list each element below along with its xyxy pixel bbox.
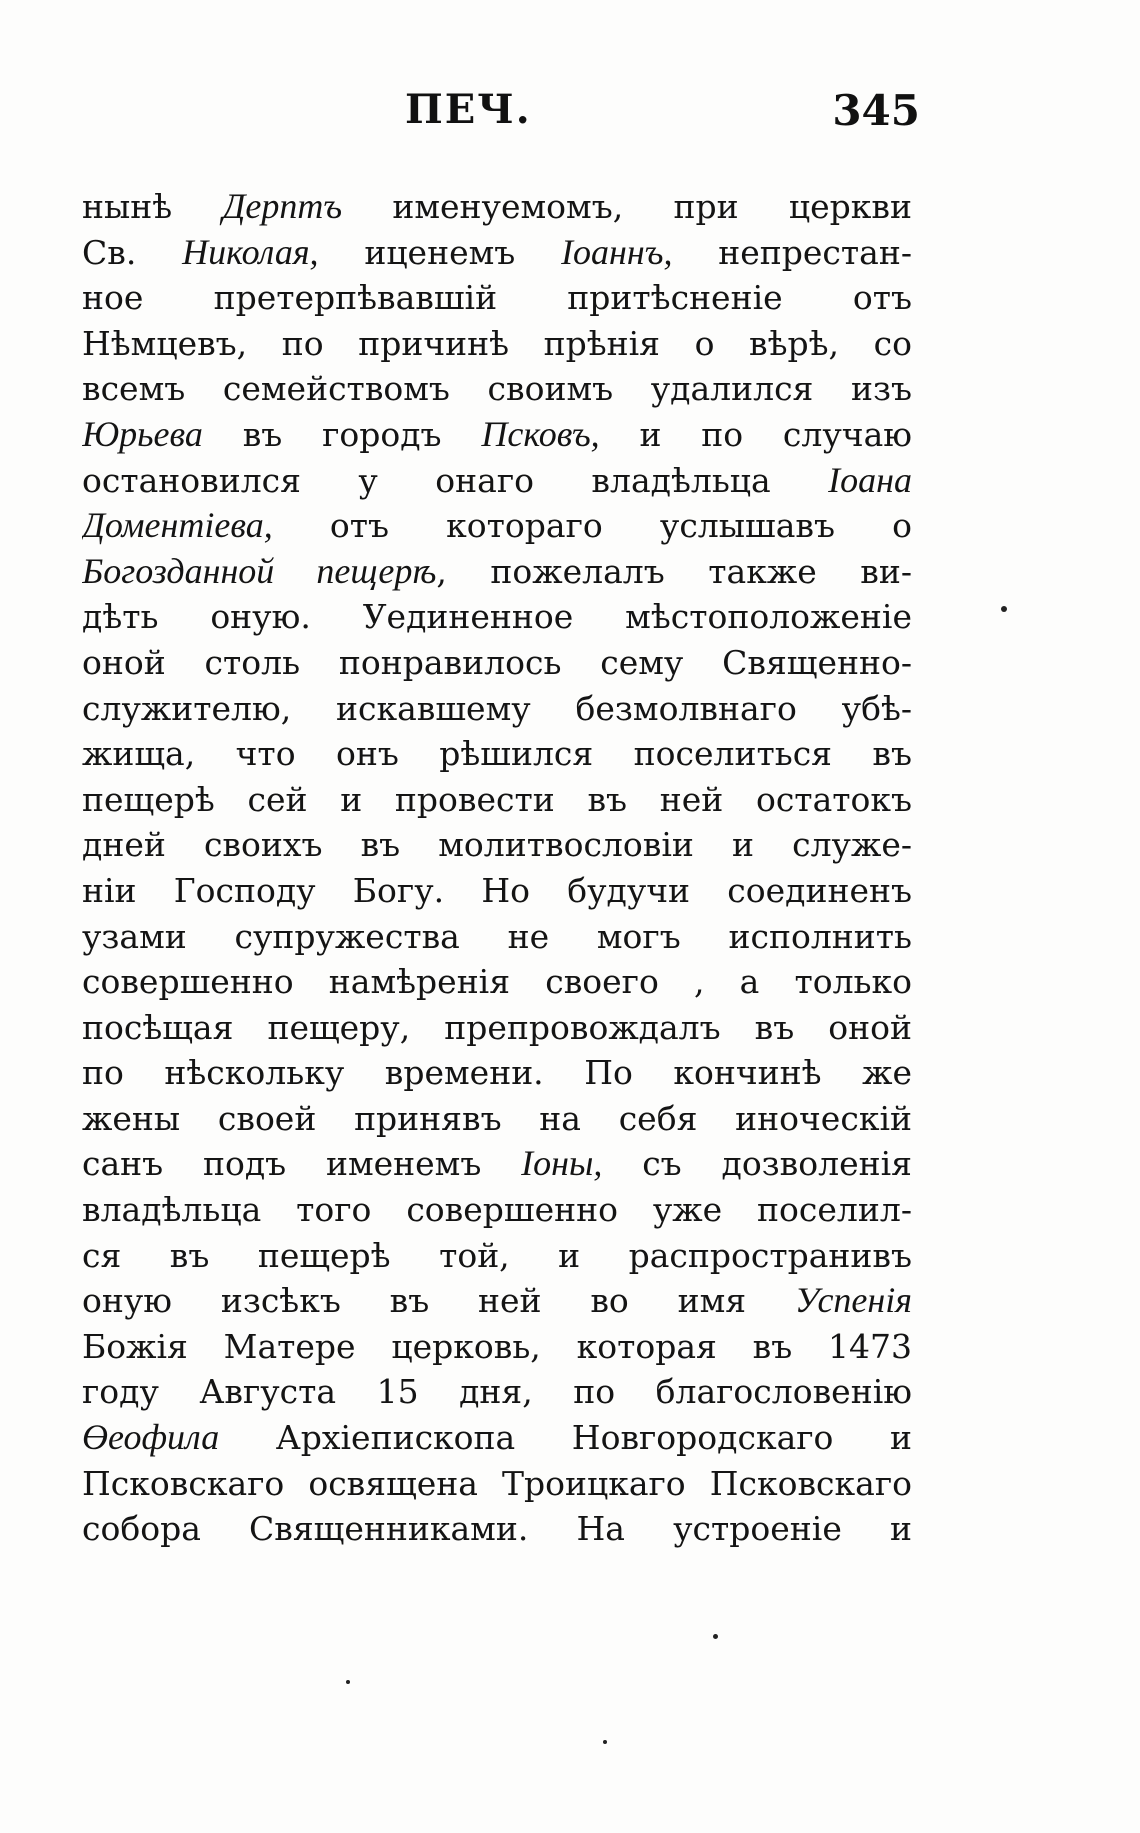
running-head: ПЕЧ. [405, 86, 532, 133]
text-run: году Августа 15 дня, по благословенію [82, 1372, 912, 1412]
text-line [82, 777, 912, 823]
italic-name: Іоаннъ, [561, 231, 673, 272]
text-run: нынѣ [82, 187, 223, 226]
text-line [82, 321, 912, 367]
text-run: узами супружества не могъ исполнить [82, 916, 912, 956]
text-line [82, 230, 912, 276]
text-run: иценемъ [318, 232, 562, 272]
text-run: Псковскаго освящена Троицкаго Псковскаго [82, 1463, 912, 1503]
text-line [82, 1369, 912, 1415]
text-run: собора Священниками. На устроеніе и [82, 1509, 912, 1549]
page-number: 345 [832, 86, 920, 135]
body-text [82, 184, 912, 1552]
text-line [82, 1187, 912, 1233]
text-run: дѣть оную. Уединенное мѣстоположеніе [82, 597, 912, 637]
speck [1001, 606, 1007, 612]
text-run: оную изсѣкъ въ ней во имя [82, 1281, 795, 1321]
text-run: совершенно намѣренія своего , а только [82, 962, 912, 1002]
text-line [82, 549, 912, 595]
text-run: санъ подъ именемъ [82, 1144, 522, 1184]
italic-name: Дерптъ [222, 186, 343, 226]
text-line [82, 731, 912, 777]
text-run: дней своихъ въ молитвословіи и служе- [82, 825, 912, 865]
text-run: служителю, искавшему безмолвнаго убѣ- [82, 688, 912, 728]
text-line [82, 366, 912, 412]
italic-name: Успенія [794, 1280, 912, 1321]
text-line [82, 184, 912, 230]
text-line [82, 594, 912, 640]
text-line [82, 822, 912, 868]
italic-name: Юрьева [82, 413, 203, 454]
text-line [82, 686, 912, 732]
text-line [82, 275, 912, 321]
text-run: Св. [82, 232, 183, 272]
text-run: всемъ семействомъ своимъ удалился изъ [82, 369, 912, 409]
text-run: ніи Господу Богу. Но будучи соединенъ [82, 870, 912, 910]
text-line [82, 959, 912, 1005]
text-run: по нѣскольку времени. По кончинѣ же [82, 1053, 912, 1093]
text-line [82, 1096, 912, 1142]
text-line [82, 1324, 912, 1370]
text-line [82, 914, 912, 960]
italic-name: Псковъ, [481, 413, 600, 454]
text-line [82, 640, 912, 686]
italic-name: Богозданной пещерѣ [82, 550, 437, 591]
speck [603, 1740, 607, 1744]
text-line [82, 868, 912, 914]
text-run: отъ котораго услышавъ о [272, 506, 912, 546]
text-line [82, 1050, 912, 1096]
speck [713, 1634, 718, 1639]
text-run: посѣщая пещеру, препровождалъ въ оной [82, 1007, 912, 1047]
text-line [82, 1415, 912, 1461]
italic-name: Іоана [828, 459, 912, 500]
text-run: и по случаю [599, 414, 912, 454]
text-line [82, 1278, 912, 1324]
text-run: жища, что онъ рѣшился поселиться въ [82, 734, 912, 774]
italic-name: Өеофила [82, 1417, 220, 1458]
text-line [82, 503, 912, 549]
text-run: непрестан- [672, 232, 912, 272]
text-line [82, 1233, 912, 1279]
text-run: , пожелалъ также ви- [436, 551, 912, 591]
text-run: Нѣмцевъ, по причинѣ прѣнія о вѣрѣ, со [82, 323, 912, 363]
text-line [82, 458, 912, 504]
speck [346, 1680, 350, 1684]
text-line [82, 1141, 912, 1187]
italic-name: Іоны, [521, 1143, 603, 1184]
text-line [82, 1506, 912, 1552]
italic-name: Доментіева, [82, 505, 273, 546]
text-run: жены своей принявъ на себя иноческій [82, 1098, 912, 1138]
text-run: Божія Матере церковь, которая въ 1473 [82, 1326, 912, 1366]
page-header [80, 86, 920, 156]
text-run: остановился у онаго владѣльца [82, 460, 829, 500]
text-run: пещерѣ сей и провести въ ней остатокъ [82, 779, 912, 819]
text-run: именуемомъ, при церкви [342, 187, 912, 226]
text-run: въ городъ [202, 414, 482, 454]
text-line [82, 1005, 912, 1051]
text-line [82, 1461, 912, 1507]
text-line [82, 412, 912, 458]
italic-name: Николая, [182, 231, 319, 272]
text-run: владѣльца того совершенно уже поселил- [82, 1190, 912, 1230]
text-run: оной столь понравилось сему Священно- [82, 642, 912, 682]
text-run: ся въ пещерѣ той, и распространивъ [82, 1235, 912, 1275]
text-run: ное претерпѣвавшій притѣсненіе отъ [82, 278, 912, 318]
text-run: съ дозволенія [602, 1144, 912, 1184]
text-run: Архіепископа Новгородскаго и [219, 1418, 912, 1458]
